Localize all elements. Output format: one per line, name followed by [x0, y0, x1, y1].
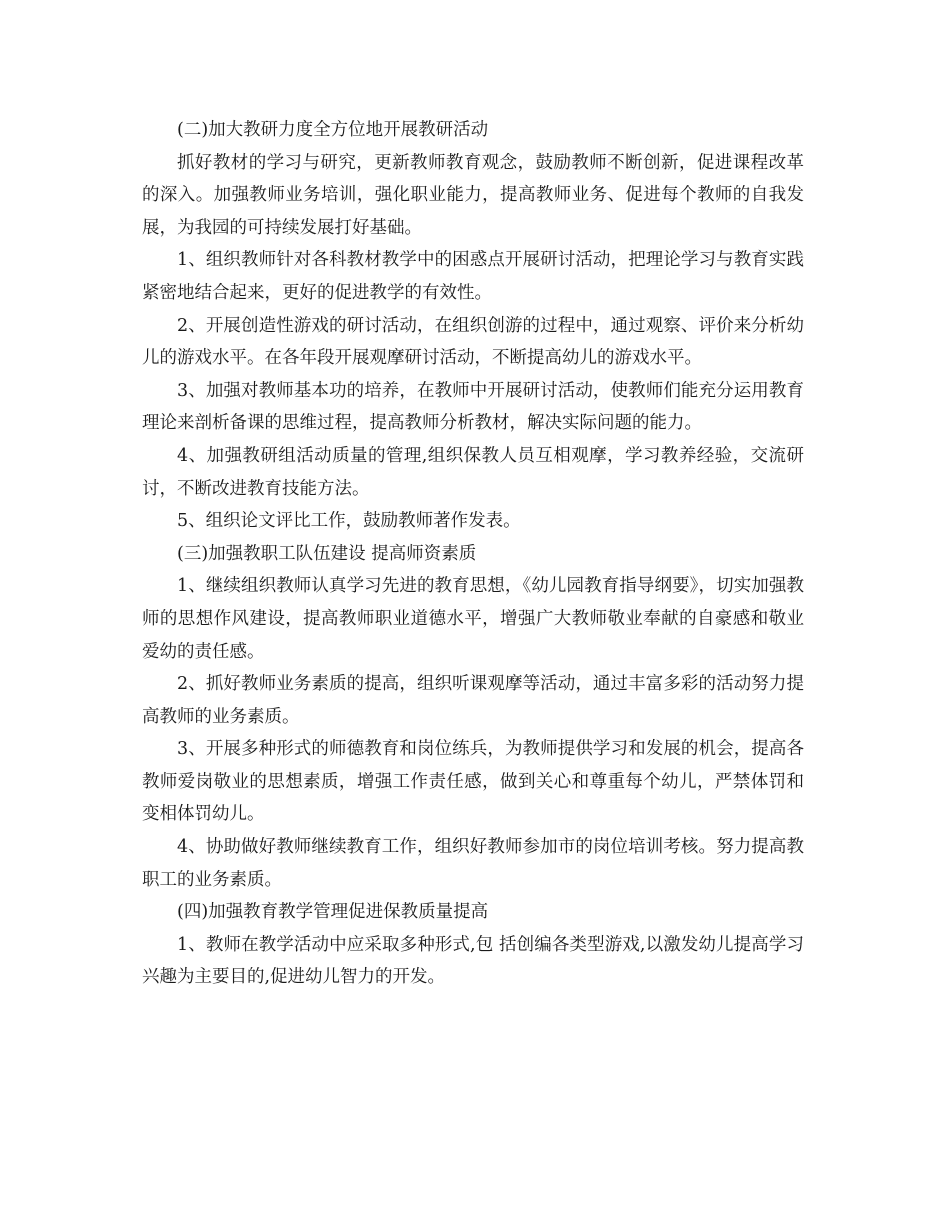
paragraph-item-4: 4、加强教研组活动质量的管理,组织保教人员互相观摩，学习教养经验，交流研讨，不断改进教育技能方法。 — [142, 445, 804, 499]
section-heading-2: (二)加大教研力度全方位地开展教研活动 — [177, 120, 489, 140]
paragraph-item-4: 4、协助做好教师继续教育工作，组织好教师参加市的岗位培训考核。努力提高教职工的业务素质。 — [142, 837, 804, 890]
section-heading-3: (三)加强教职工队伍建设 提高师资素质 — [177, 543, 477, 564]
paragraph-item-1: 1、组织教师针对各科教材教学中的困惑点开展研讨活动，把理论学习与教育实践紧密地结合起来，更好的促进教学的有效性。 — [142, 250, 804, 303]
section-heading-4: (四)加强教育教学管理促进保教质量提高 — [177, 902, 489, 923]
document-body — [142, 114, 804, 994]
paragraph-item-5: 5、组织论文评比工作，鼓励教师著作发表。 — [177, 511, 521, 532]
paragraph-item-3: 3、加强对教师基本功的培养，在教师中开展研讨活动，使教师们能充分运用教育理论来剖析备课的思维过程，提高教师分析教材，解决实际问题的能力。 — [142, 380, 804, 434]
paragraph-item-2: 2、开展创造性游戏的研讨活动，在组织创游的过程中，通过观察、评价来分析幼儿的游戏水平。在各年段开展观摩研讨活动，不断提高幼儿的游戏水平。 — [142, 315, 804, 369]
paragraph-item-1: 1、教师在教学活动中应采取多种形式,包 括创编各类型游戏,以激发幼儿提高学习兴趣为主要目的,促进幼儿智力的开发。 — [142, 934, 804, 988]
paragraph-item-2: 2、抓好教师业务素质的提高，组织听课观摩等活动，通过丰富多彩的活动努力提高教师的业务素质。 — [142, 674, 804, 727]
paragraph-intro: 抓好教材的学习与研究，更新教师教育观念，鼓励教师不断创新，促进课程改革的深入。加强教师业务培训，强化职业能力，提高教师业务、促进每个教师的自我发展，为我园的可持续发展打好基础。 — [142, 152, 804, 238]
paragraph-item-3: 3、开展多种形式的师德教育和岗位练兵，为教师提供学习和发展的机会，提高各教师爱岗敬业的思想素质，增强工作责任感，做到关心和尊重每个幼儿，严禁体罚和变相体罚幼儿。 — [142, 739, 804, 825]
paragraph-item-1: 1、继续组织教师认真学习先进的教育思想，《幼儿园教育指导纲要》，切实加强教师的思想作风建设，提高教师职业道德水平，增强广大教师敬业奉献的自豪感和敬业爱幼的责任感。 — [142, 576, 804, 662]
